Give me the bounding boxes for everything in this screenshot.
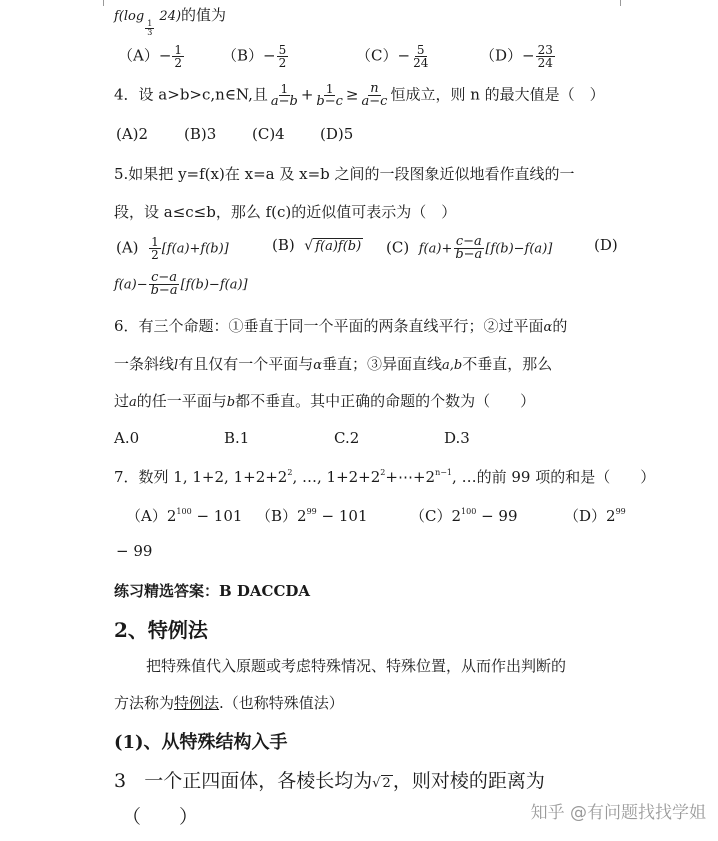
q6-option-c: C.2 (334, 429, 360, 447)
page-corner-mark (620, 0, 621, 6)
q6-stem-line3: 过a的任一平面与b都不垂直。其中正确的命题的个数为（ ） (114, 392, 536, 410)
q7-option-d-continued: − 99 (116, 542, 153, 560)
q3-option-a: （A）− $\frac{1}{2}$ (118, 43, 183, 70)
q4-stem: 4．设 a>b>c,n∈N,且 $\frac{1}{a-b}$ + $\frac{1}{b-c}$ ≥ $\frac{n}{a-c}$ 恒成立，则 n 的最大值是（ ） (114, 81, 605, 109)
q6-stem-line1: 6．有三个命题：①垂直于同一个平面的两条直线平行；②过平面α的 (114, 317, 568, 335)
q5-stem-line1: 5.如果把 y=f(x)在 x=a 及 x=b 之间的一段图象近似地看作直线的一 (114, 165, 575, 183)
answer-parenthesis: （ ） (122, 806, 199, 828)
q3-option-d: （D）− $\frac{23}{24}$ (480, 43, 553, 70)
q7-option-b: $(B)2^{99} - 101$ (256, 507, 368, 525)
section-paragraph-line2: 方法称为特例法.（也称特殊值法） (114, 694, 344, 712)
log-base-fraction: $\frac{1}{3}$ (147, 19, 153, 37)
q5-option-d: f(a)− $\frac{c-a}{b-a}$ [f(b)−f(a)] (114, 270, 248, 298)
section-title: 2、特例法 (114, 618, 208, 642)
q4-option-d: (D)5 (320, 125, 354, 143)
q6-option-b: B.1 (224, 429, 250, 447)
q5-option-b: (B) √ f(a)f(b) (272, 236, 362, 254)
q7-stem: 7．数列 1, 1+2, $1+2+2^2$, …, $1+2+2^2+\cdots+2^{n-1}$, …的前 99 项的和是（ ） (114, 468, 656, 486)
q5-option-c: (C) f(a)+ $\frac{c-a}{b-a}$ [f(b)−f(a)] (386, 234, 553, 262)
q7-option-d: $(D)2^{99}$ (564, 507, 626, 525)
q3-option-c: （C）− $\frac{5}{24}$ (356, 43, 429, 70)
section-paragraph-line1: 把特殊值代入原题或考虑特殊情况、特殊位置，从而作出判断的 (146, 657, 567, 675)
q3-option-b: （B）− $\frac{5}{2}$ (222, 43, 287, 70)
answer-key: 练习精选答案：B DACCDA (114, 582, 311, 600)
q2-tail-line: f(log $\frac{1}{3}$ 24)的值为 (114, 6, 227, 37)
example-question: 3 一个正四面体，各棱长均为√ 2 ，则对棱的距离为 (114, 770, 545, 792)
watermark: 知乎 @有问题找找学姐 (530, 803, 706, 823)
q6-stem-line2: 一条斜线l有且仅有一个平面与α垂直；③异面直线a,b不垂直，那么 (114, 355, 553, 373)
q7-option-c: $(C)2^{100} - 99$ (410, 507, 518, 525)
q7-option-a: $(A)2^{100} - 101$ (126, 507, 243, 525)
subsection-title: (1)、从特殊结构入手 (114, 732, 288, 753)
q5-option-d-label: (D) (594, 236, 618, 254)
q4-option-b: (B)3 (184, 125, 217, 143)
q6-option-a: A.0 (114, 429, 140, 447)
q4-option-c: (C)4 (252, 125, 285, 143)
page-corner-mark (103, 0, 104, 6)
q4-option-a: (A)2 (116, 125, 149, 143)
q6-option-d: D.3 (444, 429, 470, 447)
q5-stem-line2: 段，设 a≤c≤b，那么 f(c)的近似值可表示为（ ） (114, 203, 457, 221)
q5-option-a: (A) $\frac{1}{2}$ [f(a)+f(b)] (116, 235, 229, 262)
